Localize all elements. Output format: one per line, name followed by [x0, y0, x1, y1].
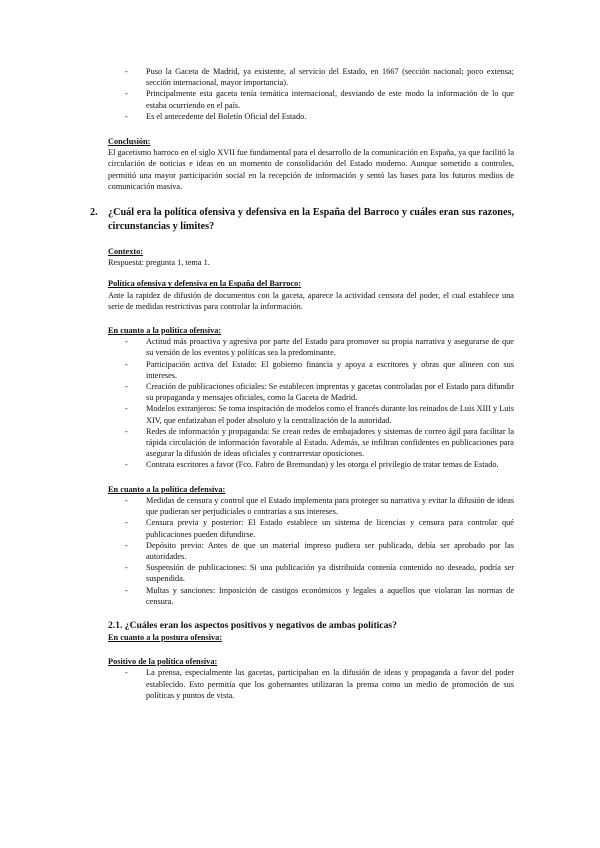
list-item: - Actitud más proactiva y agresiva por parte del Estado para promover su propia narrativa y asegurarse de que su versión de los eventos y políticas sea la predominante.	[108, 336, 514, 358]
list-item: - Redes de información y propaganda: Se crean redes de embajadores y sistemas de correo ágil para facilitar la rápida circulación de información favorable al Estado. Además, se infiltran confidentes en publicaciones para asegurar la difusión de ideas oficiales y contrarrestar oposiciones.	[108, 426, 514, 460]
list-item: - Medidas de censura y control que el Estado implementa para proteger su narrativa y evitar la difusión de ideas que pudieran ser perjudiciales o contrarias a sus intereses.	[108, 495, 514, 517]
list-item: - Censura previa y posterior: El Estado establece un sistema de licencias y censura para controlar qué publicaciones pueden difundirse.	[108, 517, 514, 539]
postura-ofensiva-heading: En cuanto a la postura ofensiva:	[108, 632, 223, 642]
conclusion-text: El gacetismo barroco en el siglo XVII fue fundamental para el desarrollo de la comunicación en España, ya que facilitó la circulación de noticias e ideas en un momento de consolidación del Estado moderno. Aunque sometido a controles, permitió una mayor participación social en la recepción de información y sentó las bases para los futuros medios de comunicación masiva.	[108, 148, 514, 191]
intro-bullet-list	[108, 66, 514, 122]
defensiva-heading: En cuanto a la política defensiva:	[108, 484, 226, 494]
positivo-heading: Positivo de la política ofensiva:	[108, 657, 218, 667]
defensiva-bullet-list	[108, 495, 514, 607]
list-item: - Contrata escritores a favor (Fco. Fabro de Bremundan) y les otorga el privilegio de tratar temas de Estado.	[108, 459, 514, 470]
politica-text: Ante la rapidez de difusión de documentos con la gaceta, aparece la actividad censora del poder, el cual establece una serie de medidas restrictivas para controlar la información.	[108, 290, 514, 311]
list-item: - Depósito previo: Antes de que un material impreso pudiera ser publicado, debía ser aprobado por las autoridades.	[108, 540, 514, 562]
question-2-text: ¿Cuál era la política ofensiva y defensiva en la España del Barroco y cuáles eran sus razones, circunstancias y límites?	[108, 207, 514, 232]
list-item: - Principalmente esta gaceta tenía temática internacional, desviando de este modo la información de lo que estaba ocurriendo en el país.	[108, 88, 514, 110]
context-text: Respuesta: pregunta 1, tema 1.	[108, 258, 210, 268]
list-item: - La prensa, especialmente las gacetas, participaban en la difusión de ideas y propaganda a favor del poder establecido. Esto permitía que los gobernantes utilizaran la prensa como un medio de promoción de sus políticas y puntos de vista.	[108, 667, 514, 701]
positivo-bullet-list	[108, 667, 514, 701]
question-2	[90, 206, 514, 233]
conclusion-heading: Conclusión:	[108, 137, 151, 147]
politica-heading: Política ofensiva y defensiva en la España del Barroco:	[108, 279, 301, 289]
list-item: - Creación de publicaciones oficiales: Se establecen imprentas y gacetas controladas por el Estado para difundir su propaganda y mensajes oficiales, como la Gaceta de Madrid.	[108, 381, 514, 403]
ofensiva-bullet-list	[108, 336, 514, 470]
list-item: - Puso la Gaceta de Madrid, ya existente, al servicio del Estado, en 1667 (sección nacional; poco extensa; sección internacional, mayor importancia).	[108, 66, 514, 88]
list-item: - Multas y sanciones: Imposición de castigos económicos y legales a aquellos que violaran las normas de censura.	[108, 585, 514, 607]
context-heading: Contexto:	[108, 247, 144, 257]
list-item: - Modelos extranjeros: Se toma inspiración de modelos como el francés durante los reinados de Luis XIII y Luis XIV, que enfatizaban el poder absoluto y la centralización de la autoridad.	[108, 403, 514, 425]
ofensiva-heading: En cuanto a la política ofensiva:	[108, 326, 222, 336]
list-item: - Participación activa del Estado: El gobierno financia y apoya a escritores y obras que alineen con sus intereses.	[108, 359, 514, 381]
question-2-1: 2.1. ¿Cuáles eran los aspectos positivos y negativos de ambas políticas?	[108, 619, 397, 631]
list-item: - Suspensión de publicaciones: Si una publicación ya distribuida contenía contenido no deseado, podría ser suspendida.	[108, 562, 514, 584]
list-item: - Es el antecedente del Boletín Oficial del Estado.	[108, 111, 514, 122]
question-2-number: 2.	[90, 207, 98, 219]
